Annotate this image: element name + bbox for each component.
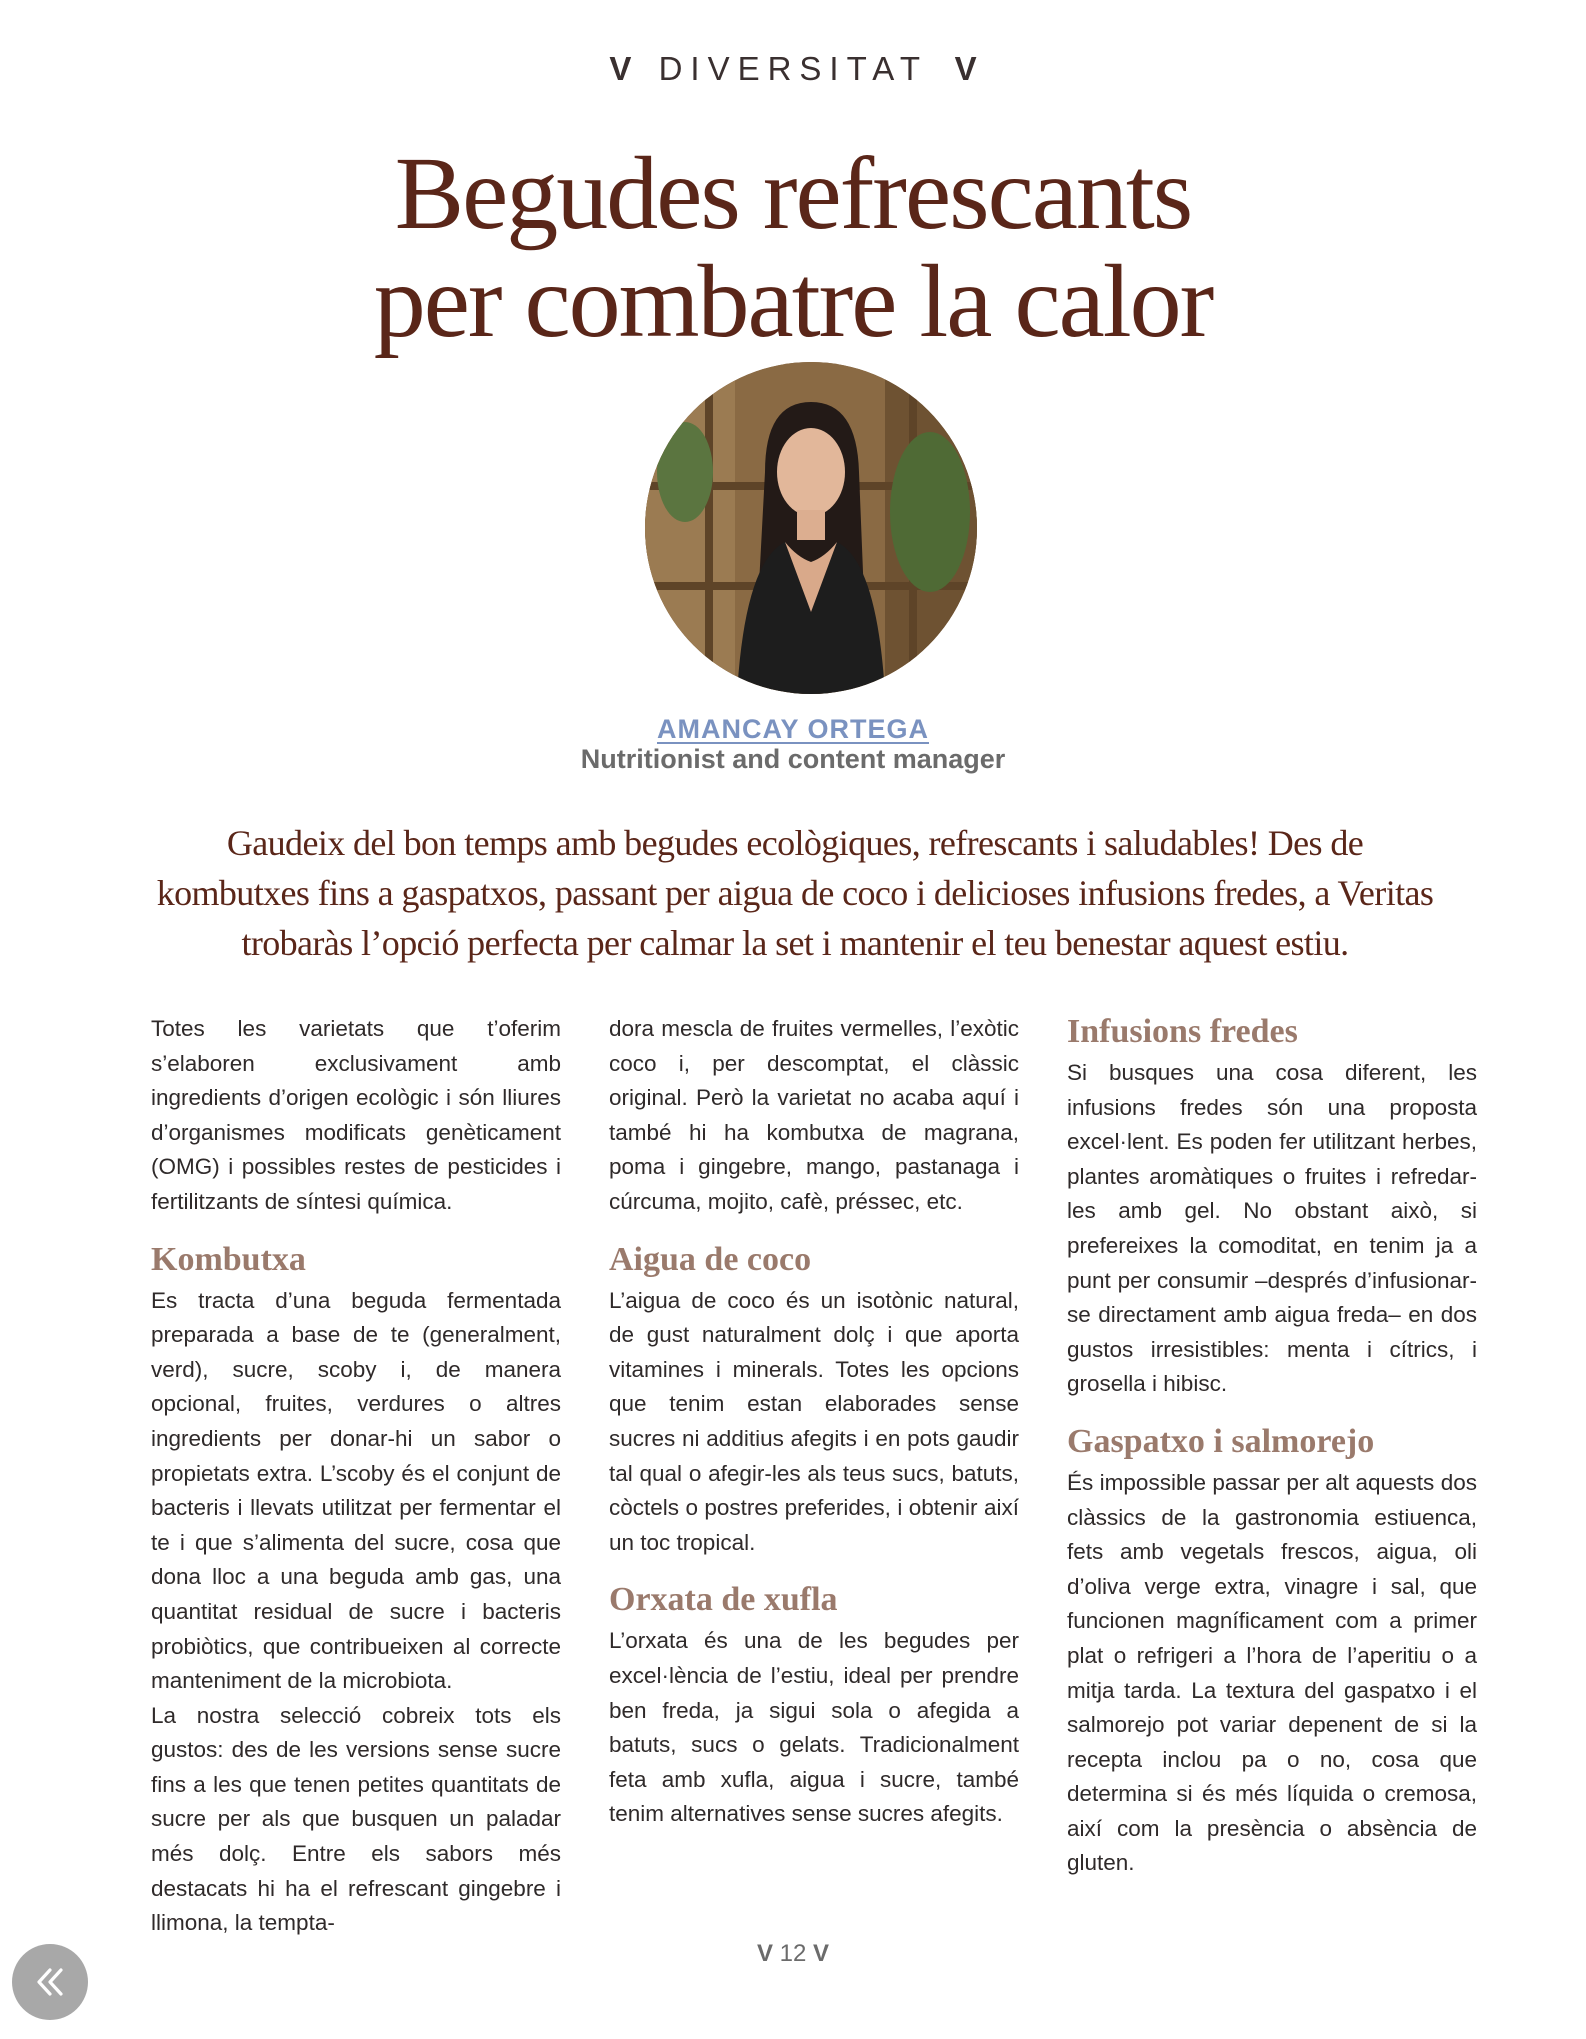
v-mark-left: V — [609, 50, 632, 87]
column-1 — [151, 1012, 561, 1941]
v-mark-left-footer: V — [756, 1940, 773, 1967]
gaspatxo-paragraph: És impossible passar per alt aquests dos clàssics de la gastronomia estiuenca, fets amb vegetals frescos, aigua, oli d’oliva verge extra, vinagre i sal, que funcionen magníficament com a primer plat o refrigeri a l’hora de l’aperitiu o a mitja tarda. La textura del gaspatxo i el salmorejo pot variar depenent de si la recepta inclou pa o no, cosa que determina si és més líquida o cremosa, així com la presència o absència de gluten. — [1067, 1469, 1477, 1876]
title-line-2: per combatre la calor — [373, 244, 1213, 359]
orxata-paragraph: L’orxata és una de les begudes per excel·lència de l’estiu, ideal per prendre ben freda, ja sigui sola o afegida a batuts, sucs o gelats. Tradicionalment feta amb xufla, aigua i sucre, també tenim alternatives sense sucres afegits. — [609, 1628, 1019, 1827]
kombutxa-continued-paragraph: dora mescla de fruites vermelles, l’exòtic coco i, per descomptat, el clàssic original. Però la varietat no acaba aquí i també hi ha kombutxa de magrana, poma i gingebre, mango, pastanaga i cúrcuma, mojito, cafè, préssec, etc. — [609, 1016, 1019, 1214]
coco-paragraph: L’aigua de coco és un isotònic natural, de gust naturalment dolç i que aporta vitamines i minerals. Totes les opcions que tenim estan elaborades sense sucres ni additius afegits i en pots gaudir tal qual o afegir-les als teus sucs, batuts, còctels o postres preferides, i obtenir així un toc tropical. — [609, 1287, 1019, 1555]
section-name: DIVERSITAT — [658, 50, 928, 87]
double-chevron-left-icon — [30, 1962, 70, 2002]
title-line-1: Begudes refrescants — [394, 136, 1192, 251]
heading-gaspatxo: Gaspatxo i salmorejo — [1067, 1422, 1375, 1460]
column-2 — [609, 1012, 1019, 1832]
infusions-paragraph: Si busques una cosa diferent, les infusions fredes són una proposta excel·lent. Es poden fer utilitzant herbes, plantes aromàtiques o fruites i refredar-les amb gel. No obstant això, si prefereixes la comoditat, en tenim ja a punt per consumir –després d’infusionar-se directament amb aigua freda– en dos gustos irresistibles: menta i cítrics, i grosella i hibisc. — [1067, 1060, 1477, 1397]
heading-aigua-de-coco: Aigua de coco — [609, 1240, 812, 1278]
heading-kombutxa: Kombutxa — [151, 1240, 306, 1278]
article-title — [0, 136, 1586, 359]
intro-paragraph: Totes les varietats que t’oferim s’elaboren exclusivament amb ingredients d’origen ecològic i són lliures d’organismes modificats genèticament (OMG) i possibles restes de pesticides i fertilitzants de síntesi química. — [151, 1016, 561, 1214]
heading-orxata: Orxata de xufla — [609, 1581, 838, 1619]
section-header — [0, 50, 1586, 88]
page-number — [0, 1940, 1586, 1968]
kombutxa-paragraph-2: La nostra selecció cobreix tots els gustos: des de les versions sense sucre fins a les que tenen petites quantitats de sucre per als que busquen un paladar més dolç. Entre els sabors més destacats hi ha el refrescant gingebre i llimona, la tempta- — [151, 1702, 561, 1936]
lead-paragraph: Gaudeix del bon temps amb begudes ecològiques, refrescants i saludables! Des de kombutxes fins a gaspatxos, passant per aigua de coco i delicioses infusions fredes, a Veritas trobaràs l’opció perfecta per calmar la set i mantenir el teu benestar aquest estiu. — [156, 823, 1434, 963]
author-name[interactable]: AMANCAY ORTEGA — [656, 714, 930, 744]
page-number-value: 12 — [779, 1940, 807, 1967]
author-role: Nutritionist and content manager — [580, 744, 1006, 774]
v-mark-right-footer: V — [813, 1940, 830, 1967]
back-button[interactable] — [12, 1944, 88, 2020]
column-3 — [1067, 1012, 1477, 1881]
v-mark-right: V — [954, 50, 977, 87]
heading-infusions: Infusions fredes — [1067, 1013, 1298, 1050]
author-portrait — [645, 362, 977, 694]
kombutxa-paragraph-1: Es tracta d’una beguda fermentada preparada a base de te (generalment, verd), sucre, scoby i, de manera opcional, fruites, verdures o altres ingredients per donar-hi un sabor o propietats extra. L’scoby és el conjunt de bacteris i llevats utilitzat per fermentar el te i que s’alimenta del sucre, cosa que dona lloc a una beguda amb gas, una quantitat residual de sucre i bacteris probiòtics, que contribueixen al correcte manteniment de la microbiota. — [151, 1287, 561, 1694]
portrait-illustration — [645, 362, 977, 694]
